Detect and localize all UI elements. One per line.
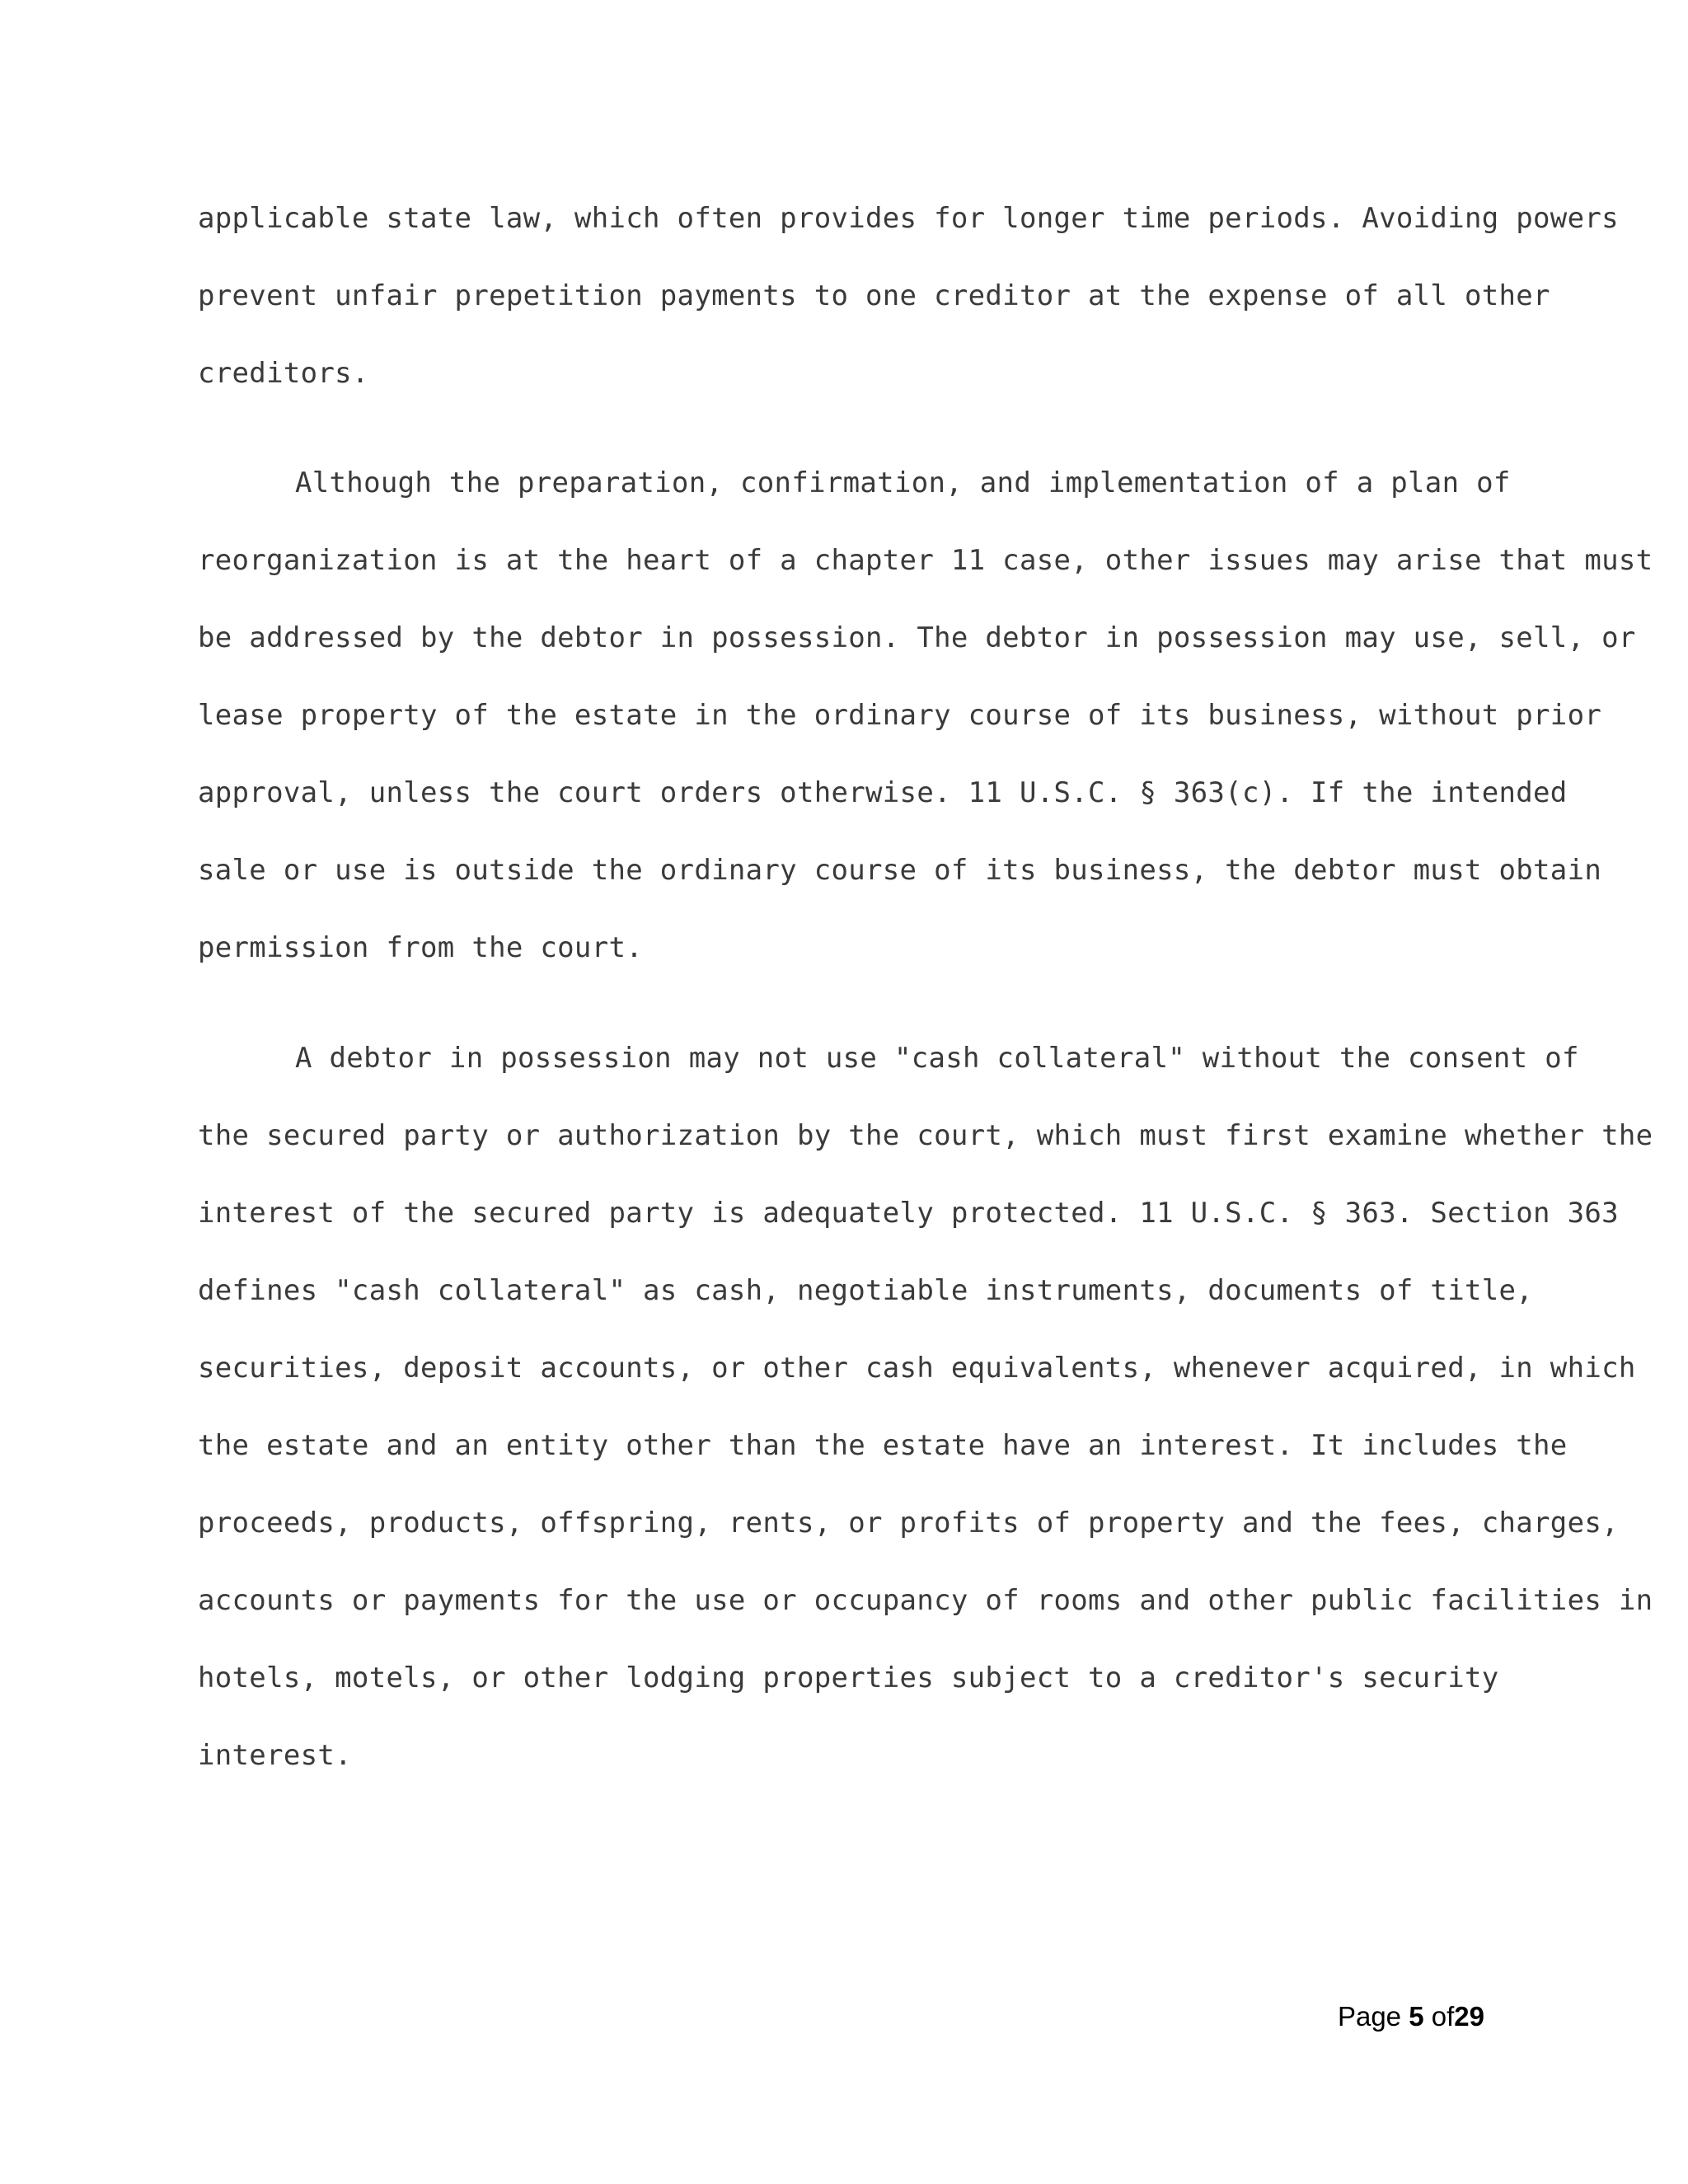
page-footer	[1338, 2001, 1484, 2032]
text-line: permission from the court.	[198, 931, 644, 964]
text-line: hotels, motels, or other lodging properties subject to a creditor's security	[198, 1661, 1499, 1694]
text-line: applicable state law, which often provides for longer time periods. Avoiding powers	[198, 202, 1619, 235]
text-line: Although the preparation, confirmation, and implementation of a plan of	[295, 466, 1511, 499]
text-line: interest.	[198, 1739, 352, 1772]
text-line: approval, unless the court orders otherwise. 11 U.S.C. § 363(c). If the intended	[198, 776, 1568, 809]
text-line: reorganization is at the heart of a chapter 11 case, other issues may arise that must	[198, 544, 1653, 577]
text-line: proceeds, products, offspring, rents, or profits of property and the fees, charges,	[198, 1507, 1619, 1540]
text-line: defines "cash collateral" as cash, negotiable instruments, documents of title,	[198, 1274, 1534, 1307]
of-label: of	[1431, 2001, 1455, 2032]
text-line: the estate and an entity other than the estate have an interest. It includes the	[198, 1429, 1568, 1462]
text-line: prevent unfair prepetition payments to one creditor at the expense of all other	[198, 279, 1550, 312]
page-label: Page	[1337, 2001, 1409, 2032]
text-line: A debtor in possession may not use "cash collateral" without the consent of	[295, 1042, 1579, 1075]
text-line: accounts or payments for the use or occupancy of rooms and other public facilities in	[198, 1584, 1653, 1617]
text-line: interest of the secured party is adequately protected. 11 U.S.C. § 363. Section 363	[198, 1197, 1619, 1230]
text-line: creditors.	[198, 357, 369, 390]
page-number: 5	[1409, 2001, 1432, 2032]
total-pages: 29	[1454, 2001, 1484, 2032]
text-line: sale or use is outside the ordinary course of its business, the debtor must obtain	[198, 854, 1602, 887]
text-line: be addressed by the debtor in possession. The debtor in possession may use, sell, or	[198, 621, 1636, 654]
text-line: the secured party or authorization by the court, which must first examine whether the	[198, 1119, 1653, 1152]
text-line: securities, deposit accounts, or other cash equivalents, whenever acquired, in which	[198, 1352, 1636, 1385]
text-line: lease property of the estate in the ordinary course of its business, without prior	[198, 699, 1602, 732]
